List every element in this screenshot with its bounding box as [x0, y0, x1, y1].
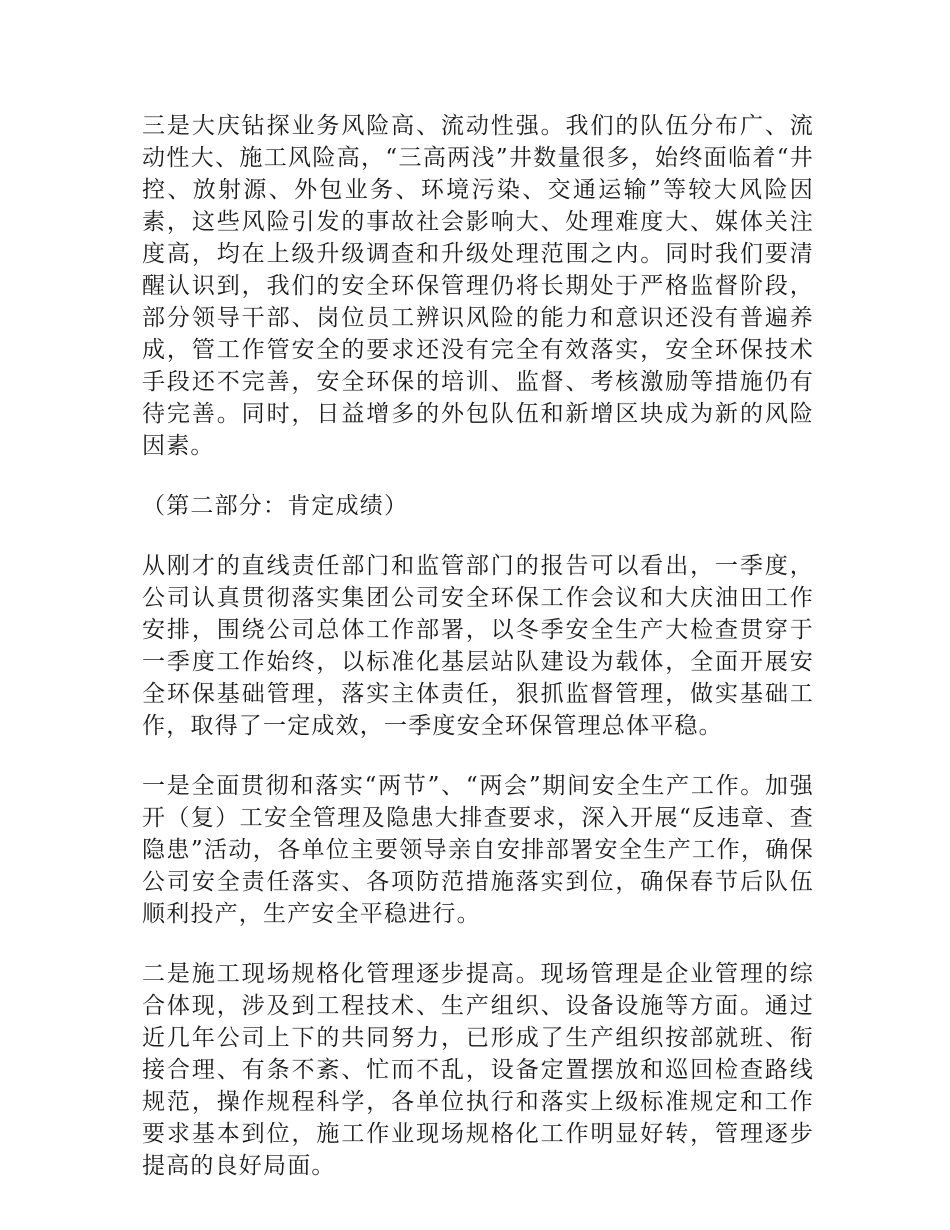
paragraph-site-management: 二是施工现场规格化管理逐步提高。现场管理是企业管理的综合体现，涉及到工程技术、生产组织、设备设施等方面。通过近几年公司上下的共同努力，已形成了生产组织按部就班、衔接合理、有条不紊、忙而不乱，设备定置摆放和巡回检查路线规范，操作规程科学，各单位执行和落实上级标准规定和工作要求基本到位，施工作业现场规格化工作明显好转，管理逐步提高的良好局面。: [142, 961, 814, 1179]
paragraph-holiday-safety: 一是全面贯彻和落实“两节”、“两会”期间安全生产工作。加强开（复）工安全管理及隐患大排查要求，深入开展“反违章、查隐患”活动，各单位主要领导亲自安排部署安全生产工作，确保公司安全责任落实、各项防范措施落实到位，确保春节后队伍顺利投产，生产安全平稳进行。: [142, 773, 814, 927]
paragraph-first-quarter-summary: 从刚才的直线责任部门和监管部门的报告可以看出，一季度，公司认真贯彻落实集团公司安全环保工作会议和大庆油田工作安排，围绕公司总体工作部署，以冬季安全生产大检查贯穿于一季度工作始终，以标准化基层站队建设为载体，全面开展安全环保基础管理，落实主体责任，狠抓监督管理，做实基础工作，取得了一定成效，一季度安全环保管理总体平稳。: [142, 553, 814, 739]
paragraph-risk-factors: 三是大庆钻探业务风险高、流动性强。我们的队伍分布广、流动性大、施工风险高，“三高两浅”井数量很多，始终面临着“井控、放射源、外包业务、环境污染、交通运输”等较大风险因素，这些风险引发的事故社会影响大、处理难度大、媒体关注度高，均在上级升级调查和升级处理范围之内。同时我们要清醒认识到，我们的安全环保管理仍将长期处于严格监督阶段，部分领导干部、岗位员工辨识风险的能力和意识还没有普遍养成，管工作管安全的要求还没有完全有效落实，安全环保技术手段还不完善，安全环保的培训、监督、考核激励等措施仍有待完善。同时，日益增多的外包队伍和新增区块成为新的风险因素。: [142, 113, 814, 459]
document-body: [142, 110, 814, 1210]
section-heading-part-two: （第二部分：肯定成绩）: [142, 493, 409, 519]
